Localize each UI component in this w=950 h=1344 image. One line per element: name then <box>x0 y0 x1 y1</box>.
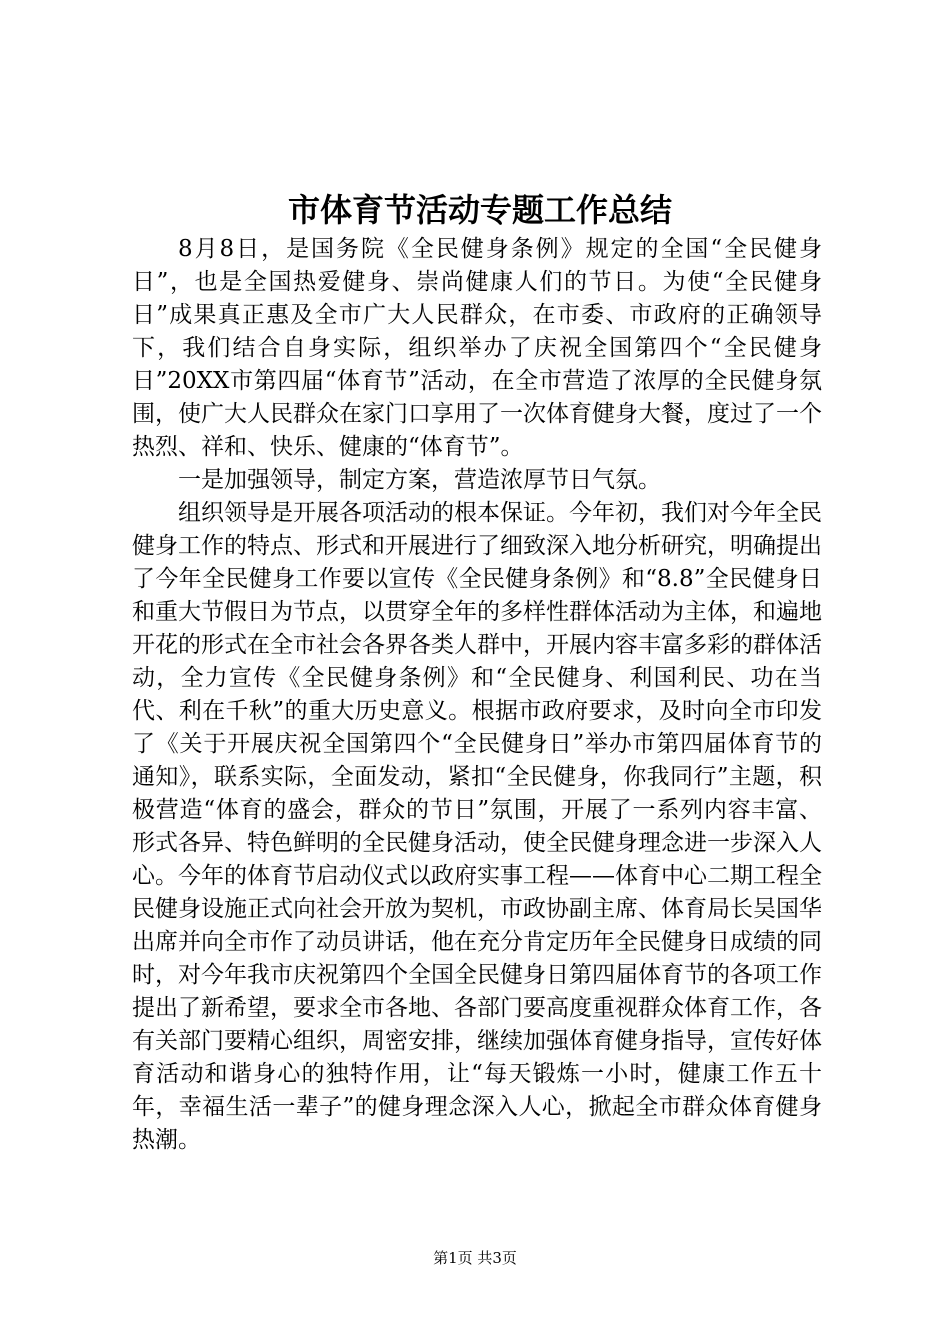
paragraph-organization: 组织领导是开展各项活动的根本保证。今年初，我们对今年全民健身工作的特点、形式和开展进行了细致深入地分析研究，明确提出了今年全民健身工作要以宣传《全民健身条例》和“8.8”全民健身日和重大节假日为节点，以贯穿全年的多样性群体活动为主体，和遍地开花的形式在全市社会各界各类人群中，开展内容丰富多彩的群体活动，全力宣传《全民健身条例》和“全民健身、利国利民、功在当代、利在千秋”的重大历史意义。根据市政府要求，及时向全市印发了《关于开展庆祝全国第四个“全民健身日”举办市第四届体育节的通知》，联系实际，全面发动，紧扣“全民健身，你我同行”主题，积极营造“体育的盛会，群众的节日”氛围，开展了一系列内容丰富、形式各异、特色鲜明的全民健身活动，使全民健身理念进一步深入人心。今年的体育节启动仪式以政府实事工程——体育中心二期工程全民健身设施正式向社会开放为契机，市政协副主席、体育局长吴国华出席并向全市作了动员讲话，他在充分肯定历年全民健身日成绩的同时，对今年我市庆祝第四个全国全民健身日第四届体育节的各项工作提出了新希望，要求全市各地、各部门要高度重视群众体育工作，各有关部门要精心组织，周密安排，继续加强体育健身指导，宣传好体育活动和谐身心的独特作用，让“每天锻炼一小时，健康工作五十年，幸福生活一辈子”的健身理念深入人心，掀起全市群众体育健身热潮。 <box>132 500 822 1153</box>
document-title: 市体育节活动专题工作总结 <box>287 191 672 229</box>
page-footer: 第1页 共3页 <box>433 1249 517 1267</box>
document-body <box>132 233 822 1157</box>
paragraph-intro: 8月8日，是国务院《全民健身条例》规定的全国“全民健身日”，也是全国热爱健身、崇尚健康人们的节日。为使“全民健身日”成果真正惠及全市广大人民群众，在市委、市政府的正确领导下，我们结合自身实际，组织举办了庆祝全国第四个“全民健身日”20XX市第四届“体育节”活动，在全市营造了浓厚的全民健身氛围，使广大人民群众在家门口享用了一次体育健身大餐，度过了一个热烈、祥和、快乐、健康的“体育节”。 <box>132 236 822 460</box>
paragraph-section-heading: 一是加强领导，制定方案，营造浓厚节日气氛。 <box>178 467 661 493</box>
